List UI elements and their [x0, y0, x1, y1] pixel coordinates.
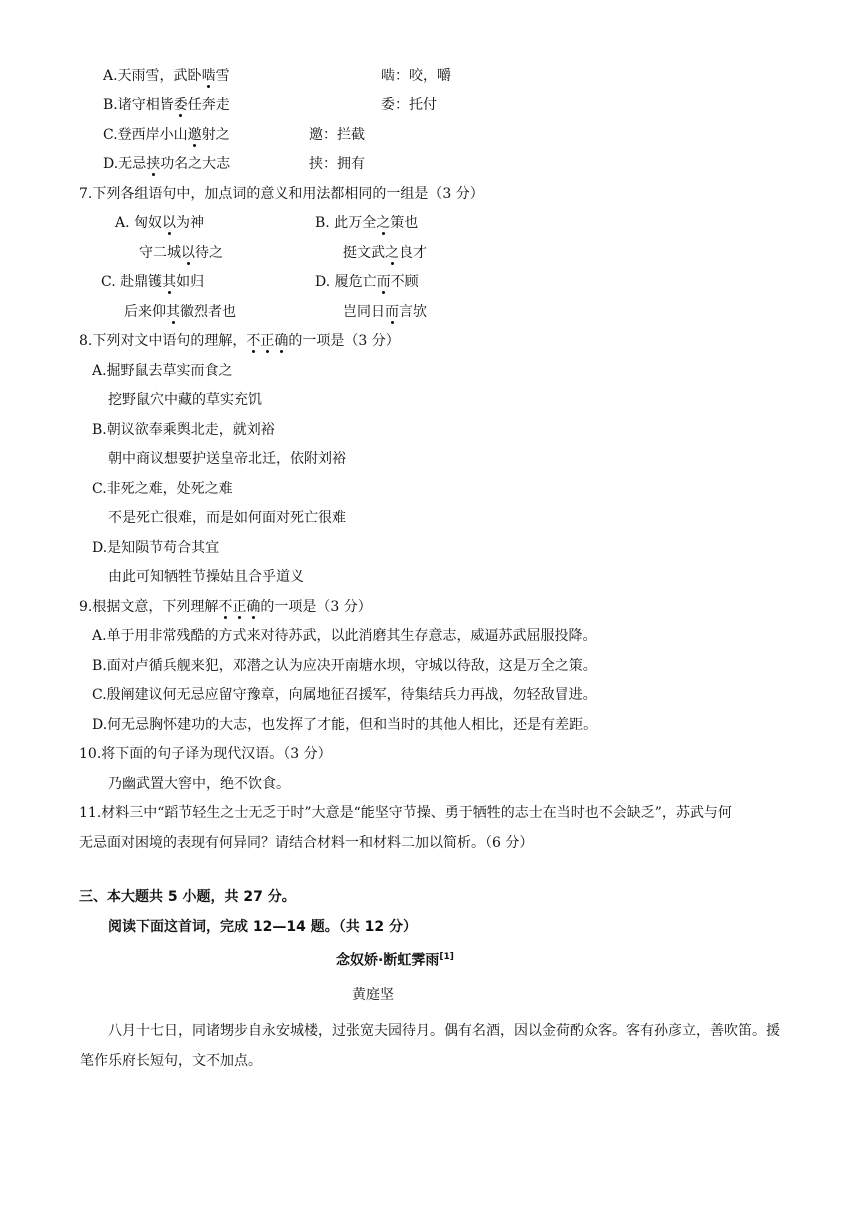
q7-c2 [124, 302, 236, 322]
q6-b-text: B.诸守相皆 [103, 97, 174, 113]
q7-a1 [115, 213, 204, 233]
q7-d1 [315, 272, 419, 292]
q6-a-dotted-word: 啮 [201, 68, 216, 84]
q9-dot-2: 正 [232, 599, 247, 615]
q8-d-translation: 由此可知牺牲节操姑且合乎道义 [108, 569, 304, 585]
q7-c2-post: 徽烈者也 [180, 304, 236, 320]
q8-c-translation: 不是死亡很难，而是如何面对死亡很难 [108, 510, 346, 526]
q9-option-c: C.殷阐建议何无忌应留守豫章，向属地征召援军，待集结兵力再战，勿轻敌冒进。 [92, 687, 597, 703]
q6-b-text-end: 任奔走 [187, 97, 230, 113]
q11-line-1: 11.材料三中“蹈节轻生之士无乏于时”大意是“能坚守节操、勇于牺牲的志士在当时也不会缺乏”，苏武与何 [79, 805, 732, 821]
q7-b2-pre: 挺文武 [343, 245, 385, 261]
q7-c2-dotted-word: 其 [166, 304, 180, 320]
q8-dot-1: 不 [246, 333, 261, 349]
q6-d-text-end: 功名之大志 [160, 156, 231, 172]
q7-a1-dotted-word: 以 [162, 215, 177, 231]
q6-option-a [103, 66, 230, 86]
q9-dot-3: 确 [246, 599, 261, 615]
q7-d1-pre: D. 履危亡 [315, 274, 377, 290]
q7-d2-post: 言欤 [399, 304, 427, 320]
q8-stem-pre: 8.下列对文中语句的理解， [79, 333, 247, 349]
q7-d2-dotted-word: 而 [385, 304, 399, 320]
q9-stem [79, 597, 372, 617]
q7-d2-pre: 岂同日 [343, 304, 385, 320]
q9-option-a: A.单于用非常残酷的方式来对待苏武，以此消磨其生存意志，威逼苏武屈服投降。 [92, 628, 597, 644]
q6-d-gloss: 挟：拥有 [309, 156, 365, 172]
poem-author: 黄庭坚 [352, 987, 394, 1003]
q8-d-source: D.是知陨节苟合其宜 [92, 540, 220, 556]
poem-footnote-mark: [1] [439, 952, 454, 962]
q7-c2-pre: 后来仰 [124, 304, 166, 320]
q9-stem-post: 的一项是（3 分） [260, 599, 372, 615]
q7-a1-post: 为神 [176, 215, 205, 231]
q6-d-text: D.无忌 [103, 156, 147, 172]
q6-c-text: C.登西岸小山 [103, 127, 188, 143]
q7-a1-pre: A. 匈奴 [115, 215, 163, 231]
q8-stem-post: 的一项是（3 分） [288, 333, 400, 349]
q7-b2 [343, 243, 427, 263]
q7-stem: 7.下列各组语句中，加点词的意义和用法都相同的一组是（3 分） [79, 186, 484, 202]
q10-sentence: 乃幽武置大窖中，绝不饮食。 [108, 776, 290, 792]
q7-b1 [315, 213, 418, 233]
section-3-instruction: 阅读下面这首词，完成 12—14 题。（共 12 分） [108, 919, 417, 935]
q6-a-text: A.天雨雪，武卧 [103, 68, 202, 84]
q7-b1-dotted-word: 之 [376, 215, 391, 231]
q6-option-b [103, 95, 230, 115]
q8-dot-2: 正 [260, 333, 275, 349]
q7-a2-dotted-word: 以 [181, 245, 195, 261]
q9-option-d: D.何无忌胸怀建功的大志，也发挥了才能，但和当时的其他人相比，还是有差距。 [92, 717, 598, 733]
q8-stem [79, 331, 400, 351]
q6-b-gloss: 委：托付 [381, 97, 437, 113]
q8-a-translation: 挖野鼠穴中藏的草实充饥 [108, 392, 262, 408]
q6-d-dotted-word: 挟 [146, 156, 161, 172]
q9-option-b: B.面对卢循兵舰来犯，邓潜之认为应决开南塘水坝，守城以待敌，这是万全之策。 [92, 658, 597, 674]
poem-preface: 八月十七日，同诸甥步自永安城楼，过张宽夫园待月。偶有名酒，因以金荷酌众客。客有孙彦立，善吹笛。援笔作乐府长短句，文不加点。 [80, 1023, 780, 1069]
q9-dot-1: 不 [218, 599, 233, 615]
q7-b2-post: 良才 [399, 245, 427, 261]
q8-a-source: A.掘野鼠去草实而食之 [92, 363, 233, 379]
q6-option-c [103, 125, 230, 145]
q7-d1-dotted-word: 而 [376, 274, 391, 290]
q7-b2-dotted-word: 之 [385, 245, 399, 261]
q7-d2 [343, 302, 427, 322]
q7-c1-dotted-word: 其 [162, 274, 177, 290]
q7-a2-pre: 守二城 [139, 245, 181, 261]
q8-b-source: B.朝议欲奉乘舆北走，就刘裕 [92, 422, 275, 438]
q7-d1-post: 不顾 [390, 274, 419, 290]
q10-stem: 10.将下面的句子译为现代汉语。（3 分） [79, 746, 332, 762]
q6-b-dotted-word: 委 [173, 97, 188, 113]
q7-b1-pre: B. 此万全 [315, 215, 377, 231]
q7-c1-pre: C. 赴鼎镬 [101, 274, 163, 290]
poem-title [336, 947, 454, 971]
q7-c1 [101, 272, 204, 292]
q11-line-2: 无忌面对困境的表现有何异同？请结合材料一和材料二加以简析。（6 分） [79, 835, 534, 851]
q7-a2-post: 待之 [195, 245, 223, 261]
section-3-heading: 三、本大题共 5 小题，共 27 分。 [79, 889, 296, 905]
poem-title-text: 念奴娇·断虹霁雨 [336, 952, 440, 969]
q8-c-source: C.非死之难，处死之难 [92, 481, 233, 497]
q7-b1-post: 策也 [390, 215, 419, 231]
q7-c1-post: 如归 [176, 274, 205, 290]
q6-c-dotted-word: 邀 [187, 127, 202, 143]
q6-a-gloss: 啮：咬，嚼 [381, 68, 451, 84]
q9-stem-pre: 9.根据文意，下列理解 [79, 599, 219, 615]
q6-c-gloss: 邀：拦截 [309, 127, 365, 143]
q8-dot-3: 确 [274, 333, 289, 349]
q8-b-translation: 朝中商议想要护送皇帝北迁，依附刘裕 [108, 451, 346, 467]
q6-c-text-end: 射之 [201, 127, 230, 143]
q6-option-d [103, 154, 230, 174]
q7-a2 [139, 243, 223, 263]
q6-a-text-end: 雪 [215, 68, 230, 84]
